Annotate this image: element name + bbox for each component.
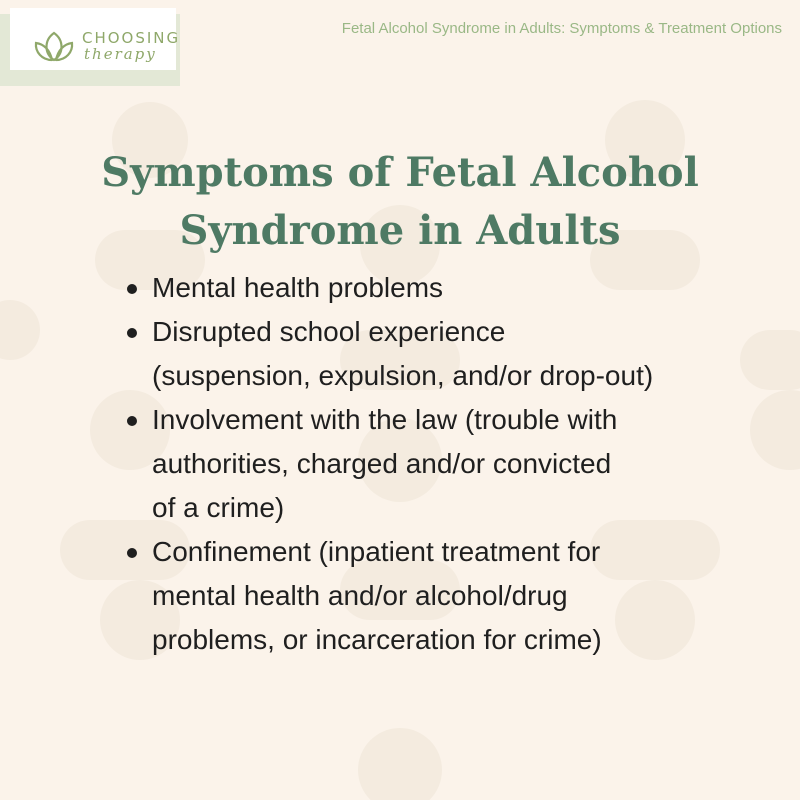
list-item xyxy=(125,530,745,662)
leaf-lotus-icon xyxy=(32,30,76,64)
list-item-line: Mental health problems xyxy=(152,272,444,303)
logo-wordmark-top: CHOOSING xyxy=(82,29,181,47)
list-item-line: Involvement with the law (trouble with xyxy=(152,404,618,435)
bullet-dot-icon xyxy=(127,284,137,294)
list-item-line: mental health and/or alcohol/drug xyxy=(152,580,568,611)
article-title: Fetal Alcohol Syndrome in Adults: Symptoms & Treatment Options xyxy=(341,20,782,37)
symptom-list xyxy=(125,266,745,662)
list-item-line: authorities, charged and/or convicted xyxy=(152,448,612,479)
page-title xyxy=(60,144,740,260)
bullet-dot-icon xyxy=(127,548,137,558)
logo-wordmark-bottom: therapy xyxy=(84,45,157,63)
bullet-dot-icon xyxy=(127,416,137,426)
list-item-line: Disrupted school experience xyxy=(152,316,506,347)
list-item xyxy=(125,266,745,310)
list-item xyxy=(125,310,745,398)
logo[interactable] xyxy=(10,8,181,70)
list-item xyxy=(125,398,745,530)
list-item-line: Confinement (inpatient treatment for xyxy=(152,536,601,567)
list-item-line: of a crime) xyxy=(152,492,285,523)
list-item-line: problems, or incarceration for crime) xyxy=(152,624,602,655)
list-item-line: (suspension, expulsion, and/or drop-out) xyxy=(152,360,654,391)
bullet-dot-icon xyxy=(127,328,137,338)
page-title-line-1: Symptoms of Fetal Alcohol xyxy=(101,149,699,196)
page-title-line-2: Syndrome in Adults xyxy=(179,207,621,254)
